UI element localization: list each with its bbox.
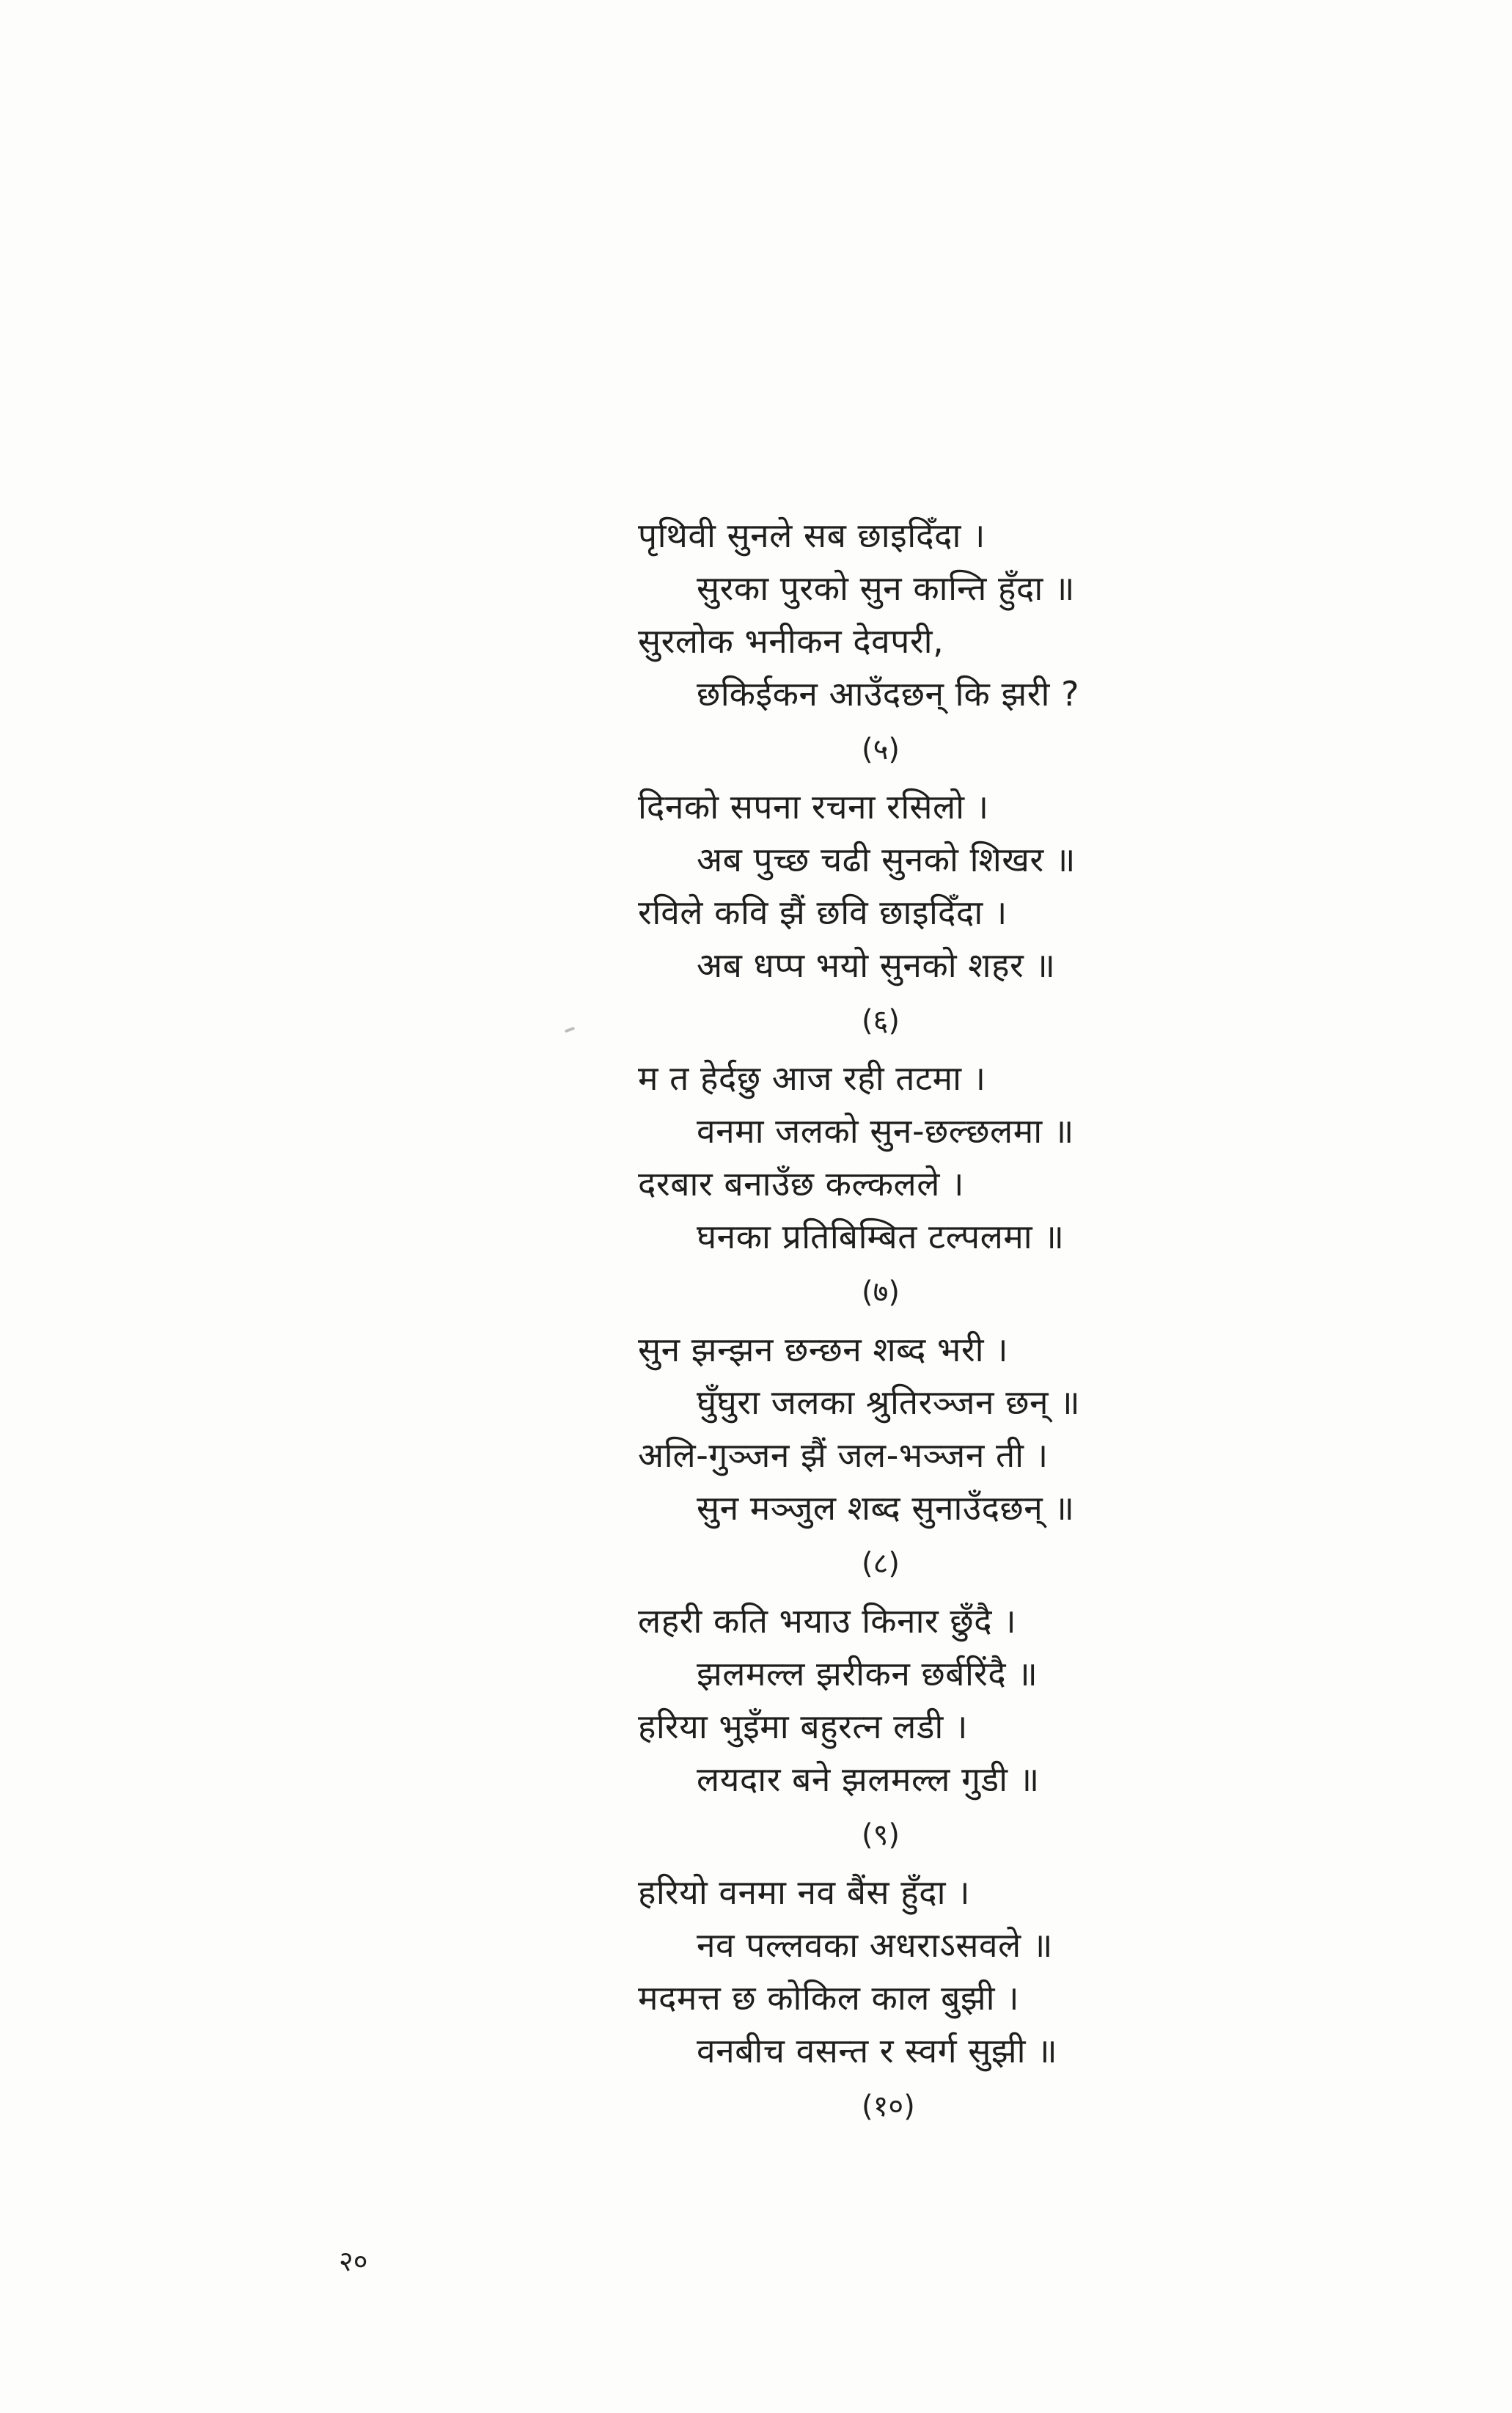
verse-line: लयदार बने झलमल्ल गुडी ॥ (697, 1760, 1040, 1799)
verse-line: अब पुच्छ चढी सुनको शिखर ॥ (697, 840, 1076, 879)
stanza-number: (६) (862, 1004, 900, 1038)
stanza-number: (९) (862, 1818, 900, 1852)
verse-line: पृथिवी सुनले सब छाइदिँदा । (638, 516, 986, 555)
stanza-number: (८) (862, 1547, 900, 1581)
page-number: २० (339, 2245, 368, 2277)
verse-line: म त हेर्दछु आज रही तटमा । (638, 1058, 986, 1098)
verse-line: दिनको सपना रचना रसिलो । (638, 787, 989, 827)
verse-line: छकिईकन आउँदछन् कि झरी ? (697, 674, 1080, 714)
stanza-number: (१०) (862, 2090, 915, 2123)
verse-line: सुरलोक भनीकन देवपरी, (638, 621, 944, 661)
verse-line: नव पल्लवका अधराऽसवले ॥ (697, 1925, 1053, 1965)
verse-line: सुन मञ्जुल शब्द सुनाउँदछन् ॥ (697, 1488, 1075, 1528)
verse-line: हरिया भुइँमा बहुरत्न लडी । (638, 1707, 968, 1746)
stanza-number: (७) (862, 1275, 900, 1309)
verse-line: घनका प्रतिबिम्बित टल्पलमा ॥ (697, 1217, 1065, 1256)
verse-line: लहरी कति भयाउ किनार छुँदै । (638, 1601, 1017, 1641)
stanza-number: (५) (862, 733, 900, 766)
verse-line: वनमा जलको सुन-छल्छलमा ॥ (697, 1111, 1074, 1151)
verse-line: रविले कवि झैं छवि छाइदिँदा । (638, 893, 1008, 932)
scan-speck (565, 1027, 576, 1033)
verse-line: घुँघुरा जलका श्रुतिरञ्जन छन् ॥ (697, 1383, 1081, 1422)
verse-line: हरियो वनमा नव बैंस हुँदा । (638, 1872, 971, 1912)
verse-line: वनबीच वसन्त र स्वर्ग सुझी ॥ (697, 2031, 1058, 2070)
verse-line: सुन झन्झन छन्छन शब्द भरी । (638, 1330, 1009, 1369)
verse-line: अलि-गुञ्जन झैं जल-भञ्जन ती । (638, 1435, 1049, 1475)
verse-line: अब धप्प भयो सुनको शहर ॥ (697, 945, 1056, 985)
verse-line: सुरका पुरको सुन कान्ति हुँदा ॥ (697, 568, 1075, 608)
verse-line: झलमल्ल झरीकन छर्बरिंदै ॥ (697, 1654, 1038, 1694)
verse-line: मदमत्त छ कोकिल काल बुझी । (638, 1978, 1020, 2018)
verse-line: दरबार बनाउँछ कल्कलले । (638, 1164, 964, 1204)
